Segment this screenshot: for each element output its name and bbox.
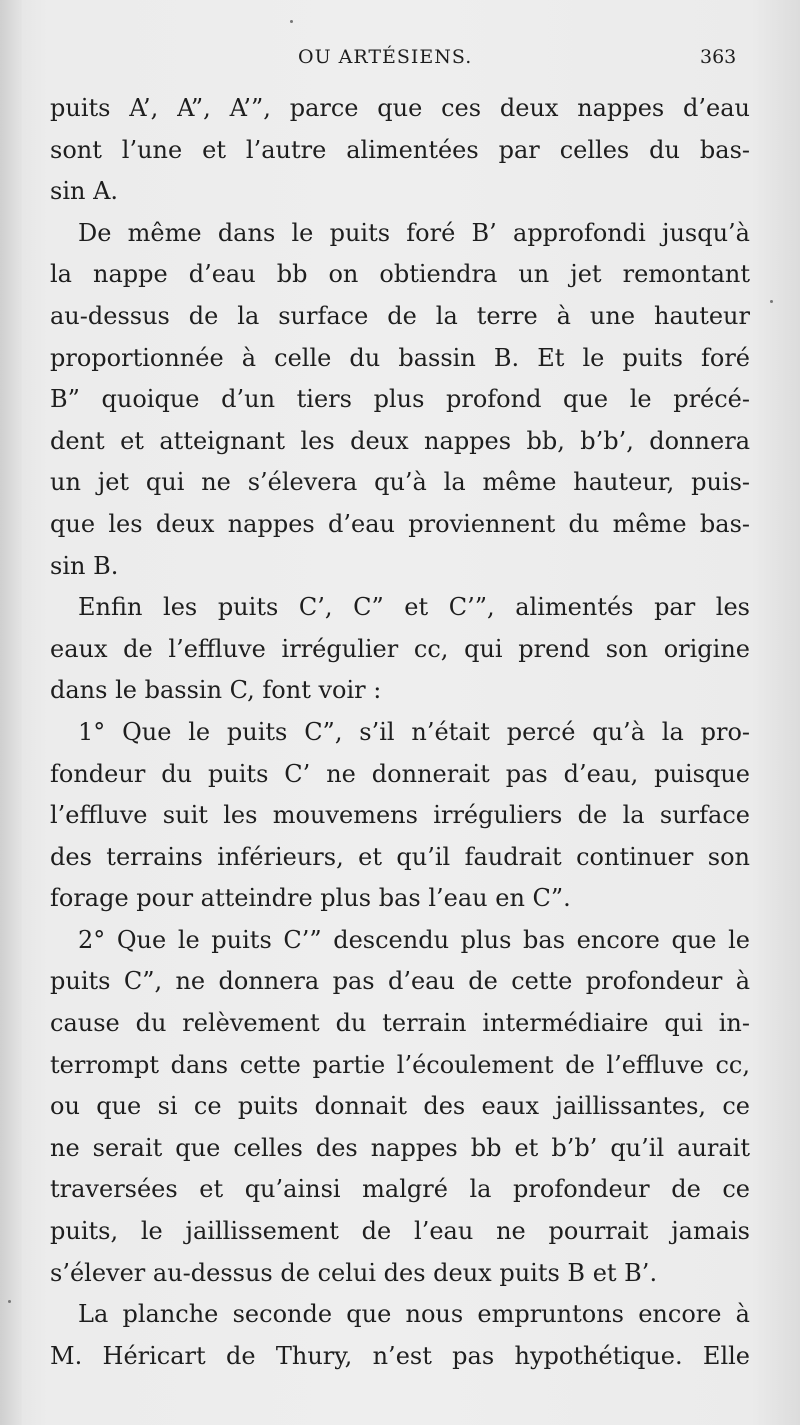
text-line: sin B. [50, 551, 119, 580]
text-line: s’élever au-dessus de celui des deux puits B et B’. [50, 1258, 658, 1287]
text-line: forage pour atteindre plus bas l’eau en C”. [50, 884, 571, 913]
text-line: De même dans le puits foré B’ approfondi jusqu’à [78, 218, 750, 247]
text-line: puits A’, A”, A’”, parce que ces deux nappes d’eau [50, 94, 750, 122]
paper-speck [290, 20, 293, 23]
text-line: des terrains inférieurs, et qu’il faudrait continuer son [50, 842, 750, 871]
paper-speck [770, 300, 773, 303]
text-line: au-dessus de la surface de la terre à une hauteur [50, 301, 750, 330]
text-line: M. Héricart de Thury, n’est pas hypothétique. Elle [50, 1341, 750, 1370]
text-line: 2° Que le puits C’” descendu plus bas encore que le [78, 925, 750, 954]
text-line: la nappe d’eau bb on obtiendra un jet remontant [50, 260, 750, 289]
text-line: l’effluve suit les mouvemens irréguliers de la surface [50, 801, 750, 830]
text-line: sont l’une et l’autre alimentées par celles du bas- [50, 135, 750, 164]
text-line: Enfin les puits C’, C” et C’”, alimentés par les [78, 593, 750, 622]
text-line: puits C”, ne donnera pas d’eau de cette profondeur à [50, 967, 750, 996]
page-gutter-shadow [0, 0, 22, 1425]
text-line: un jet qui ne s’élevera qu’à la même hauteur, puis- [50, 468, 750, 497]
text-line: puits, le jaillissement de l’eau ne pourrait jamais [50, 1217, 750, 1246]
text-line: traversées et qu’ainsi malgré la profondeur de ce [50, 1175, 750, 1204]
text-line: ne serait que celles des nappes bb et b’b’ qu’il aurait [50, 1133, 750, 1162]
text-line: cause du relèvement du terrain intermédiaire qui in- [50, 1009, 750, 1038]
text-line: B” quoique d’un tiers plus profond que le précé- [50, 385, 750, 414]
text-line: 1° Que le puits C”, s’il n’était percé qu’à la pro- [78, 717, 750, 746]
text-line: proportionnée à celle du bassin B. Et le puits foré [50, 343, 750, 372]
text-line: dans le bassin C, font voir : [50, 676, 382, 705]
running-header [0, 44, 800, 78]
text-line: dent et atteignant les deux nappes bb, b’b’, donnera [50, 426, 750, 455]
text-line: ou que si ce puits donnait des eaux jaillissantes, ce [50, 1092, 750, 1121]
body-text [50, 88, 750, 1377]
text-line: terrompt dans cette partie l’écoulement de l’effluve cc, [50, 1050, 750, 1079]
paper-speck [8, 1300, 11, 1303]
text-line: fondeur du puits C’ ne donnerait pas d’eau, puisque [50, 759, 750, 788]
text-line: eaux de l’effluve irrégulier cc, qui prend son origine [50, 634, 750, 663]
page-number: 363 [700, 46, 737, 68]
running-title: OU ARTÉSIENS. [298, 46, 473, 68]
text-line: que les deux nappes d’eau proviennent du même bas- [50, 509, 750, 538]
text-line: sin A. [50, 177, 119, 206]
text-line: La planche seconde que nous empruntons encore à [78, 1300, 750, 1329]
